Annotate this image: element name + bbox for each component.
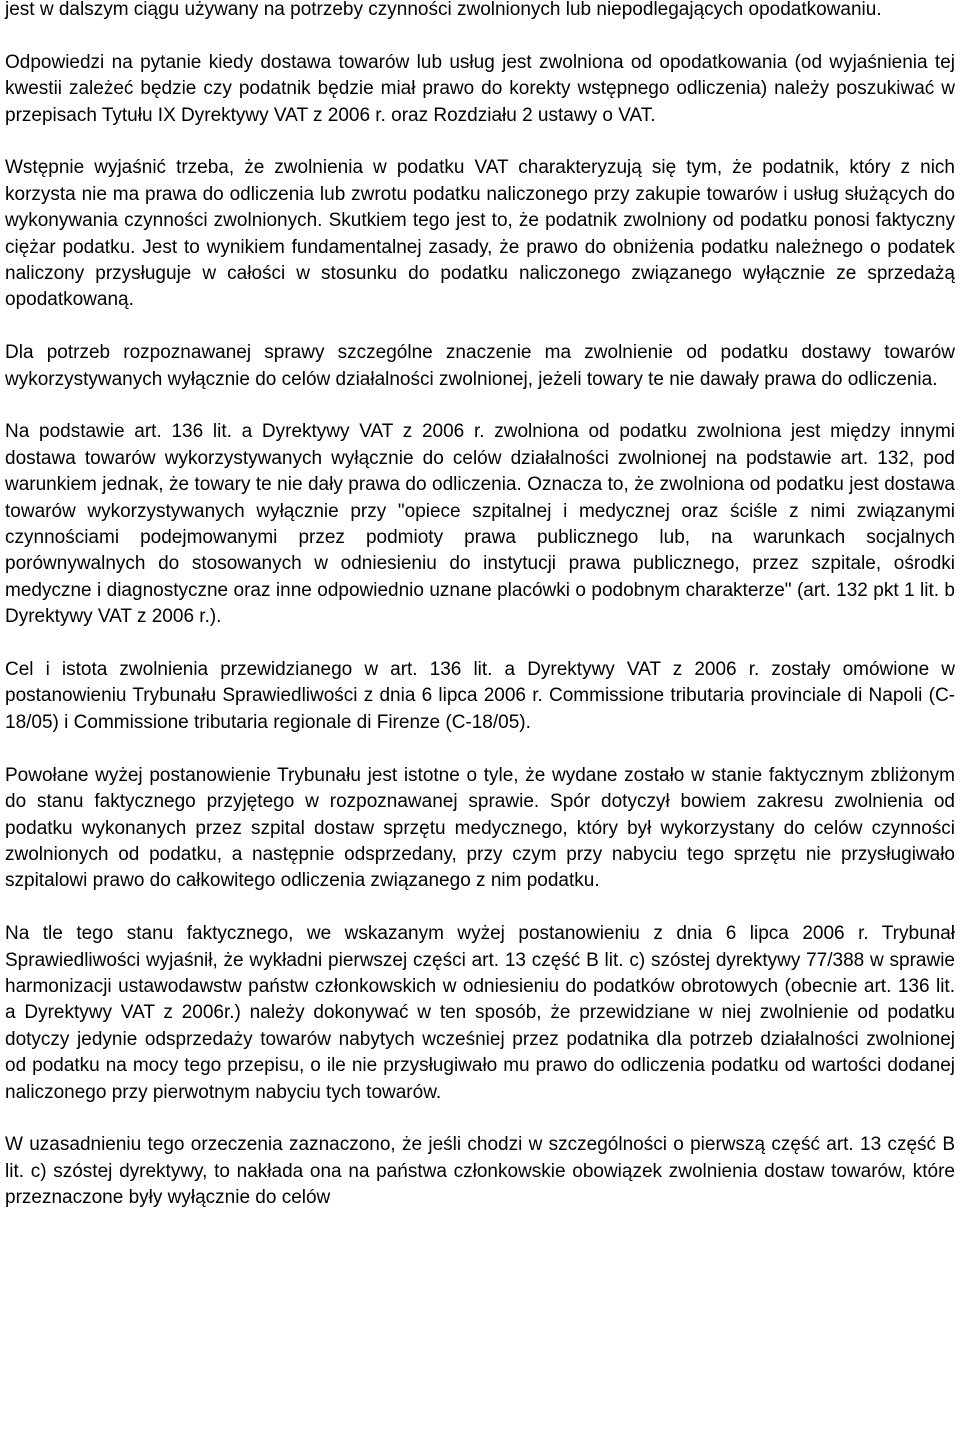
paragraph-continuation: jest w dalszym ciągu używany na potrzeby czynności zwolnionych lub niepodlegających opodatkowaniu. — [5, 0, 882, 20]
paragraph-exemption-principle: Wstępnie wyjaśnić trzeba, że zwolnienia w podatku VAT charakteryzują się tym, że podatnik, który z nich korzysta nie ma prawa do odliczenia lub zwrotu podatku naliczonego przy zakupie towarów i usług służących do wykonywania czynności zwolnionych. Skutkiem tego jest to, że podatnik zwolniony od podatku ponosi faktyczny ciężar podatku. Jest to wynikiem fundamentalnej zasady, że prawo do obniżenia podatku należnego o podatek naliczony przysługuje w całości w stosunku do podatku naliczonego związanego wyłącznie ze sprzedażą opodatkowaną. — [5, 157, 955, 311]
paragraph-art-136: Na podstawie art. 136 lit. a Dyrektywy VAT z 2006 r. zwolniona od podatku zwolniona jest między innymi dostawa towarów wykorzystywanych wyłącznie do celów działalności zwolnionej na podstawie art. 132, pod warunkiem jednak, że towary te nie dały prawa do odliczenia. Oznacza to, że zwolniona od podatku jest dostawa towarów wykorzystywanych wyłącznie przy "opiece szpitalnej i medycznej oraz ściśle z nimi związanymi czynnościami podejmowanymi przez podmioty prawa publicznego lub, na warunkach socjalnych porównywalnych do stosowanych w odniesieniu do instytucji prawa publicznego, przez szpitale, ośrodki medyczne i diagnostyczne oraz inne odpowiednio uznane placówki o podobnym charakterze" (art. 132 pkt 1 lit. b Dyrektywy VAT z 2006 r.). — [5, 421, 955, 628]
paragraph-tribunal-interpretation: Na tle tego stanu faktycznego, we wskazanym wyżej postanowieniu z dnia 6 lipca 2006 r. Trybunał Sprawiedliwości wyjaśnił, że wykładni pierwszej części art. 13 część B lit. c) szóstej dyrektywy 77/388 w sprawie harmonizacji ustawodawstw państw członkowskich w odniesieniu do podatków obrotowych (obecnie art. 136 lit. a Dyrektywy VAT z 2006r.) należy dokonywać w ten sposób, że przewidziane w niej zwolnienie od podatku dotyczy jedynie odsprzedaży towarów nabytych wcześniej przez podatnika dla potrzeb działalności zwolnionej od podatku na mocy tego przepisu, o ile nie przysługiwało mu prawo do odliczenia podatku od wartości dodanej naliczonego przy pierwotnym nabyciu tych towarów. — [5, 923, 955, 1103]
document-page — [5, 0, 955, 1238]
paragraph-exemption-question: Odpowiedzi na pytanie kiedy dostawa towarów lub usług jest zwolniona od opodatkowania (od wyjaśnienia tej kwestii zależeć będzie czy podatnik będzie miał prawo do korekty wstępnego odliczenia) należy poszukiwać w przepisach Tytułu IX Dyrektywy VAT z 2006 r. oraz Rozdziału 2 ustawy o VAT. — [5, 51, 955, 126]
paragraph-facts: Powołane wyżej postanowienie Trybunału jest istotne o tyle, że wydane zostało w stanie faktycznym zbliżonym do stanu faktycznego przyjętego w rozpoznawanej sprawie. Spór dotyczył bowiem zakresu zwolnienia od podatku wykonanych przez szpital dostaw sprzętu medycznego, który był wykorzystany do celów czynności zwolnionych od podatku, a następnie odsprzedany, przy czym przy nabyciu tego sprzętu nie przysługiwało szpitalowi prawo do całkowitego odliczenia związanego z nim podatku. — [5, 764, 955, 892]
paragraph-justification: W uzasadnieniu tego orzeczenia zaznaczono, że jeśli chodzi w szczególności o pierwszą część art. 13 część B lit. c) szóstej dyrektywy, to nakłada ona na państwa członkowskie obowiązek zwolnienia dostaw towarów, które przeznaczone były wyłącznie do celów — [5, 1134, 955, 1209]
paragraph-tribunal-order: Cel i istota zwolnienia przewidzianego w art. 136 lit. a Dyrektywy VAT z 2006 r. zostały omówione w postanowieniu Trybunału Sprawiedliwości z dnia 6 lipca 2006 r. Commissione tributaria provinciale di Napoli (C-18/05) i Commissione tributaria regionale di Firenze (C-18/05). — [5, 659, 955, 733]
paragraph-case-significance: Dla potrzeb rozpoznawanej sprawy szczególne znaczenie ma zwolnienie od podatku dostawy towarów wykorzystywanych wyłącznie do celów działalności zwolnionej, jeżeli towary te nie dawały prawa do odliczenia. — [5, 342, 955, 390]
